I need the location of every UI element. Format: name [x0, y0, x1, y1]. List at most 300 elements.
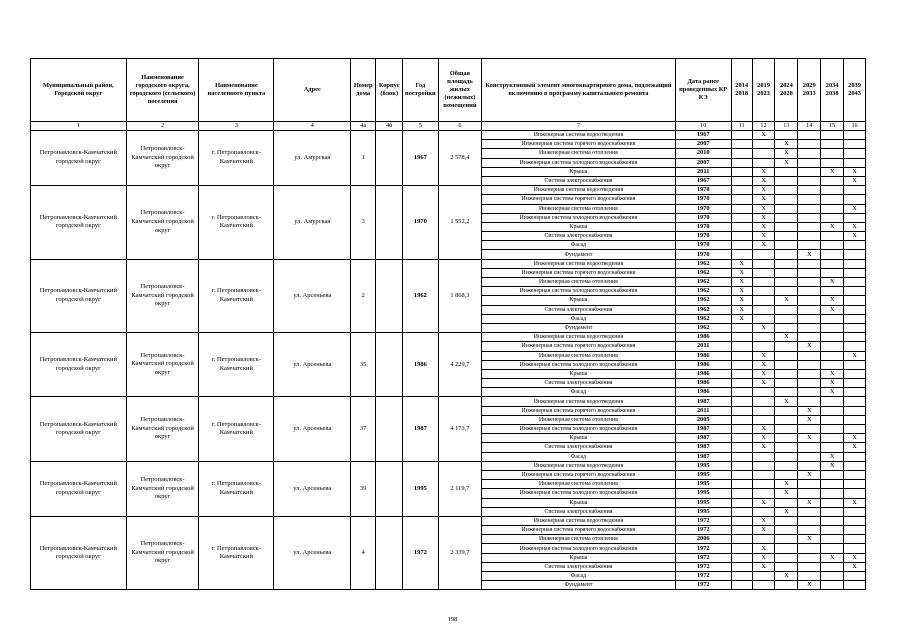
element-name: Инженерная система холодного водоснабжения: [482, 425, 675, 434]
period-mark: [798, 379, 821, 388]
column-number: 11: [731, 122, 752, 131]
period-mark: X: [844, 498, 866, 507]
house-settlement: Петропавловск-Камчатский городской округ: [126, 397, 199, 461]
prev-repair-year: 1967: [675, 131, 731, 140]
column-number: 6: [438, 122, 482, 131]
period-mark: X: [798, 415, 821, 424]
period-mark: [752, 489, 775, 498]
period-mark: [731, 553, 752, 562]
period-mark: [844, 131, 866, 140]
period-mark: [821, 241, 844, 250]
period-mark: [821, 526, 844, 535]
header-period-6: 2039 2043: [844, 59, 866, 122]
period-mark: [775, 167, 798, 176]
period-mark: [798, 232, 821, 241]
period-mark: [731, 204, 752, 213]
prev-repair-year: 1986: [675, 379, 731, 388]
period-mark: [775, 452, 798, 461]
prev-repair-year: 1970: [675, 241, 731, 250]
period-mark: [844, 314, 866, 323]
period-mark: [731, 581, 752, 590]
period-mark: [731, 572, 752, 581]
period-mark: [731, 213, 752, 222]
element-name: Система электроснабжения: [482, 305, 675, 314]
period-mark: X: [844, 222, 866, 231]
house-number: 39: [351, 461, 376, 516]
period-mark: [821, 204, 844, 213]
house-year: 1962: [403, 259, 438, 333]
period-mark: [775, 379, 798, 388]
period-mark: X: [821, 167, 844, 176]
prev-repair-year: 1970: [675, 186, 731, 195]
element-name: Инженерная система водоотведения: [482, 516, 675, 525]
period-mark: [798, 278, 821, 287]
period-mark: [775, 553, 798, 562]
period-mark: [821, 535, 844, 544]
period-mark: [821, 186, 844, 195]
header-row: [31, 59, 866, 122]
element-name: Крыша: [482, 434, 675, 443]
period-mark: X: [752, 186, 775, 195]
period-mark: [798, 507, 821, 516]
period-mark: [752, 397, 775, 406]
period-mark: [775, 232, 798, 241]
element-name: Инженерная система горячего водоснабжения: [482, 406, 675, 415]
period-mark: X: [775, 489, 798, 498]
period-mark: [775, 204, 798, 213]
period-mark: [775, 360, 798, 369]
column-number-row: [31, 122, 866, 131]
period-mark: X: [775, 397, 798, 406]
prev-repair-year: 1972: [675, 544, 731, 553]
period-mark: [775, 351, 798, 360]
period-mark: X: [821, 278, 844, 287]
period-mark: [752, 149, 775, 158]
period-mark: [731, 140, 752, 149]
column-number: 3: [199, 122, 274, 131]
period-mark: X: [798, 342, 821, 351]
house-area: 1 868,3: [438, 259, 482, 333]
period-mark: [821, 342, 844, 351]
house-locality: г. Петропавловск-Камчатский: [199, 461, 274, 516]
period-mark: X: [752, 553, 775, 562]
period-mark: [798, 553, 821, 562]
period-mark: [775, 526, 798, 535]
period-mark: [844, 516, 866, 525]
period-mark: [775, 305, 798, 314]
period-mark: [844, 379, 866, 388]
period-mark: [821, 507, 844, 516]
period-mark: [844, 388, 866, 397]
house-locality: г. Петропавловск-Камчатский: [199, 333, 274, 397]
header-period-2: 2019 2023: [752, 59, 775, 122]
period-mark: [844, 195, 866, 204]
period-mark: [821, 287, 844, 296]
period-mark: [798, 268, 821, 277]
period-mark: [752, 480, 775, 489]
element-name: Инженерная система отопления: [482, 278, 675, 287]
period-mark: [731, 516, 752, 525]
prev-repair-year: 1962: [675, 259, 731, 268]
period-mark: [752, 581, 775, 590]
prev-repair-year: 1967: [675, 176, 731, 185]
period-mark: X: [821, 296, 844, 305]
prev-repair-year: 1987: [675, 452, 731, 461]
period-mark: [844, 140, 866, 149]
house-area: 4 173,7: [438, 397, 482, 461]
period-mark: [752, 406, 775, 415]
element-name: Инженерная система горячего водоснабжения: [482, 470, 675, 479]
element-name: Фасад: [482, 241, 675, 250]
prev-repair-year: 1972: [675, 562, 731, 571]
period-mark: [844, 507, 866, 516]
period-mark: [798, 351, 821, 360]
period-mark: [752, 461, 775, 470]
table-row: [31, 516, 866, 525]
period-mark: X: [731, 287, 752, 296]
prev-repair-year: 2011: [675, 406, 731, 415]
period-mark: X: [821, 379, 844, 388]
period-mark: [775, 342, 798, 351]
period-mark: [731, 388, 752, 397]
header-prev-repair: Дата ранее проведенных КР КЭ: [675, 59, 731, 122]
period-mark: [821, 406, 844, 415]
period-mark: [731, 470, 752, 479]
element-name: Инженерная система водоотведения: [482, 397, 675, 406]
element-name: Фасад: [482, 314, 675, 323]
period-mark: [775, 434, 798, 443]
period-mark: [821, 415, 844, 424]
element-name: Фундамент: [482, 250, 675, 259]
period-mark: [731, 333, 752, 342]
period-mark: [752, 296, 775, 305]
prev-repair-year: 1970: [675, 222, 731, 231]
period-mark: [731, 176, 752, 185]
period-mark: [731, 131, 752, 140]
period-mark: [821, 259, 844, 268]
element-name: Инженерная система водоотведения: [482, 186, 675, 195]
period-mark: [798, 296, 821, 305]
period-mark: X: [752, 195, 775, 204]
period-mark: X: [775, 149, 798, 158]
period-mark: [821, 250, 844, 259]
period-mark: X: [752, 241, 775, 250]
prev-repair-year: 2010: [675, 149, 731, 158]
prev-repair-year: 1970: [675, 232, 731, 241]
house-block: [376, 259, 403, 333]
period-mark: [821, 232, 844, 241]
house-street: ул. Арсеньева: [274, 259, 351, 333]
period-mark: [798, 360, 821, 369]
header-area: Общая площадь жилых (нежилых) помещений: [438, 59, 482, 122]
period-mark: X: [752, 351, 775, 360]
prev-repair-year: 1995: [675, 507, 731, 516]
prev-repair-year: 1987: [675, 443, 731, 452]
house-street: ул. Арсеньева: [274, 461, 351, 516]
house-settlement: Петропавловск-Камчатский городской округ: [126, 259, 199, 333]
period-mark: [798, 489, 821, 498]
period-mark: [775, 259, 798, 268]
table-row: [31, 333, 866, 342]
period-mark: [731, 544, 752, 553]
period-mark: [731, 498, 752, 507]
period-mark: X: [752, 498, 775, 507]
period-mark: X: [821, 452, 844, 461]
house-number: 35: [351, 333, 376, 397]
period-mark: [752, 140, 775, 149]
table-row: [31, 397, 866, 406]
period-mark: X: [731, 296, 752, 305]
period-mark: X: [798, 581, 821, 590]
house-area: 2 119,7: [438, 461, 482, 516]
period-mark: X: [821, 222, 844, 231]
prev-repair-year: 1962: [675, 287, 731, 296]
period-mark: X: [844, 351, 866, 360]
period-mark: [731, 149, 752, 158]
prev-repair-year: 1962: [675, 278, 731, 287]
period-mark: [752, 452, 775, 461]
element-name: Инженерная система холодного водоснабжения: [482, 213, 675, 222]
element-name: Система электроснабжения: [482, 562, 675, 571]
period-mark: [731, 241, 752, 250]
period-mark: [821, 498, 844, 507]
period-mark: [798, 388, 821, 397]
period-mark: [731, 443, 752, 452]
header-period-3: 2024 2028: [775, 59, 798, 122]
period-mark: [844, 149, 866, 158]
element-name: Инженерная система отопления: [482, 149, 675, 158]
period-mark: [798, 572, 821, 581]
column-number: 14: [798, 122, 821, 131]
period-mark: [844, 296, 866, 305]
element-name: Крыша: [482, 498, 675, 507]
period-mark: [844, 452, 866, 461]
column-number: 5: [403, 122, 438, 131]
period-mark: [752, 342, 775, 351]
period-mark: X: [752, 232, 775, 241]
period-mark: [821, 314, 844, 323]
period-mark: [844, 213, 866, 222]
period-mark: X: [752, 443, 775, 452]
period-mark: X: [731, 314, 752, 323]
period-mark: [821, 480, 844, 489]
header-district: Муниципальный район, Городской округ: [31, 59, 127, 122]
period-mark: [731, 406, 752, 415]
header-year: Год постройки: [403, 59, 438, 122]
period-mark: X: [752, 562, 775, 571]
house-district: Петропавловск-Камчатский городской округ: [31, 186, 127, 260]
period-mark: [775, 287, 798, 296]
period-mark: [775, 470, 798, 479]
period-mark: [844, 544, 866, 553]
period-mark: [798, 176, 821, 185]
period-mark: X: [731, 259, 752, 268]
period-mark: X: [752, 369, 775, 378]
period-mark: [798, 443, 821, 452]
period-mark: [798, 480, 821, 489]
period-mark: [775, 415, 798, 424]
period-mark: [775, 544, 798, 553]
element-name: Крыша: [482, 222, 675, 231]
period-mark: [821, 351, 844, 360]
period-mark: [731, 360, 752, 369]
element-name: Инженерная система горячего водоснабжения: [482, 526, 675, 535]
prev-repair-year: 1986: [675, 360, 731, 369]
period-mark: [775, 443, 798, 452]
period-mark: X: [752, 213, 775, 222]
house-settlement: Петропавловск-Камчатский городской округ: [126, 516, 199, 590]
period-mark: [775, 278, 798, 287]
period-mark: X: [752, 526, 775, 535]
period-mark: [844, 581, 866, 590]
prev-repair-year: 2005: [675, 415, 731, 424]
period-mark: [821, 213, 844, 222]
period-mark: [775, 250, 798, 259]
house-locality: г. Петропавловск-Камчатский: [199, 397, 274, 461]
period-mark: X: [775, 140, 798, 149]
period-mark: [731, 250, 752, 259]
element-name: Крыша: [482, 296, 675, 305]
prev-repair-year: 1987: [675, 434, 731, 443]
period-mark: [775, 323, 798, 332]
period-mark: [798, 287, 821, 296]
column-number: 13: [775, 122, 798, 131]
period-mark: [821, 544, 844, 553]
page-number: 198: [447, 616, 458, 623]
period-mark: X: [752, 379, 775, 388]
header-block: Корпус (блок): [376, 59, 403, 122]
period-mark: [798, 526, 821, 535]
period-mark: [821, 140, 844, 149]
house-block: [376, 131, 403, 186]
element-name: Крыша: [482, 553, 675, 562]
period-mark: [821, 149, 844, 158]
period-mark: [844, 278, 866, 287]
element-name: Инженерная система горячего водоснабжения: [482, 140, 675, 149]
period-mark: [752, 572, 775, 581]
period-mark: [844, 535, 866, 544]
period-mark: [775, 131, 798, 140]
prev-repair-year: 1995: [675, 498, 731, 507]
period-mark: [775, 314, 798, 323]
element-name: Инженерная система горячего водоснабжения: [482, 342, 675, 351]
prev-repair-year: 2011: [675, 342, 731, 351]
period-mark: [844, 397, 866, 406]
period-mark: [798, 544, 821, 553]
period-mark: [775, 581, 798, 590]
house-block: [376, 397, 403, 461]
period-mark: [798, 314, 821, 323]
house-year: 1995: [403, 461, 438, 516]
period-mark: [775, 213, 798, 222]
element-name: Фундамент: [482, 581, 675, 590]
period-mark: X: [821, 553, 844, 562]
column-number: 1: [31, 122, 127, 131]
period-mark: X: [798, 250, 821, 259]
period-mark: X: [821, 461, 844, 470]
period-mark: [821, 323, 844, 332]
prev-repair-year: 1972: [675, 572, 731, 581]
period-mark: [844, 415, 866, 424]
house-settlement: Петропавловск-Камчатский городской округ: [126, 131, 199, 186]
prev-repair-year: 1962: [675, 268, 731, 277]
period-mark: [821, 176, 844, 185]
element-name: Крыша: [482, 167, 675, 176]
period-mark: [798, 222, 821, 231]
period-mark: [798, 158, 821, 167]
period-mark: [821, 360, 844, 369]
prev-repair-year: 2011: [675, 167, 731, 176]
prev-repair-year: 1995: [675, 489, 731, 498]
period-mark: [798, 204, 821, 213]
period-mark: X: [844, 562, 866, 571]
house-locality: г. Петропавловск-Камчатский: [199, 186, 274, 260]
house-block: [376, 186, 403, 260]
prev-repair-year: 2007: [675, 140, 731, 149]
period-mark: [844, 572, 866, 581]
column-number: 10: [675, 122, 731, 131]
period-mark: X: [731, 305, 752, 314]
table-row: [31, 461, 866, 470]
header-locality: Наименование населенного пункта: [199, 59, 274, 122]
prev-repair-year: 1972: [675, 581, 731, 590]
period-mark: [775, 268, 798, 277]
element-name: Инженерная система холодного водоснабжения: [482, 360, 675, 369]
prev-repair-year: 1970: [675, 195, 731, 204]
period-mark: [731, 452, 752, 461]
period-mark: X: [844, 204, 866, 213]
period-mark: [752, 278, 775, 287]
house-street: ул. Арсеньева: [274, 516, 351, 590]
prev-repair-year: 1962: [675, 296, 731, 305]
house-locality: г. Петропавловск-Камчатский: [199, 259, 274, 333]
column-number: 4: [274, 122, 351, 131]
house-settlement: Петропавловск-Камчатский городской округ: [126, 186, 199, 260]
house-year: 1986: [403, 333, 438, 397]
period-mark: [821, 131, 844, 140]
table-body: [31, 131, 866, 590]
period-mark: X: [821, 305, 844, 314]
period-mark: [731, 195, 752, 204]
period-mark: [821, 489, 844, 498]
period-mark: [731, 415, 752, 424]
element-name: Фундамент: [482, 323, 675, 332]
house-locality: г. Петропавловск-Камчатский: [199, 516, 274, 590]
column-number: 2: [126, 122, 199, 131]
period-mark: [798, 140, 821, 149]
period-mark: [821, 397, 844, 406]
period-mark: [821, 443, 844, 452]
house-block: [376, 516, 403, 590]
house-number: 37: [351, 397, 376, 461]
period-mark: [731, 186, 752, 195]
period-mark: [752, 470, 775, 479]
period-mark: X: [731, 278, 752, 287]
period-mark: [798, 213, 821, 222]
period-mark: [752, 388, 775, 397]
period-mark: [775, 388, 798, 397]
period-mark: [821, 572, 844, 581]
house-street: ул. Амурская: [274, 131, 351, 186]
period-mark: [752, 333, 775, 342]
prev-repair-year: 2006: [675, 535, 731, 544]
house-area: 1 552,2: [438, 186, 482, 260]
period-mark: X: [844, 232, 866, 241]
period-mark: [775, 425, 798, 434]
period-mark: [775, 516, 798, 525]
period-mark: [798, 241, 821, 250]
period-mark: X: [775, 480, 798, 489]
